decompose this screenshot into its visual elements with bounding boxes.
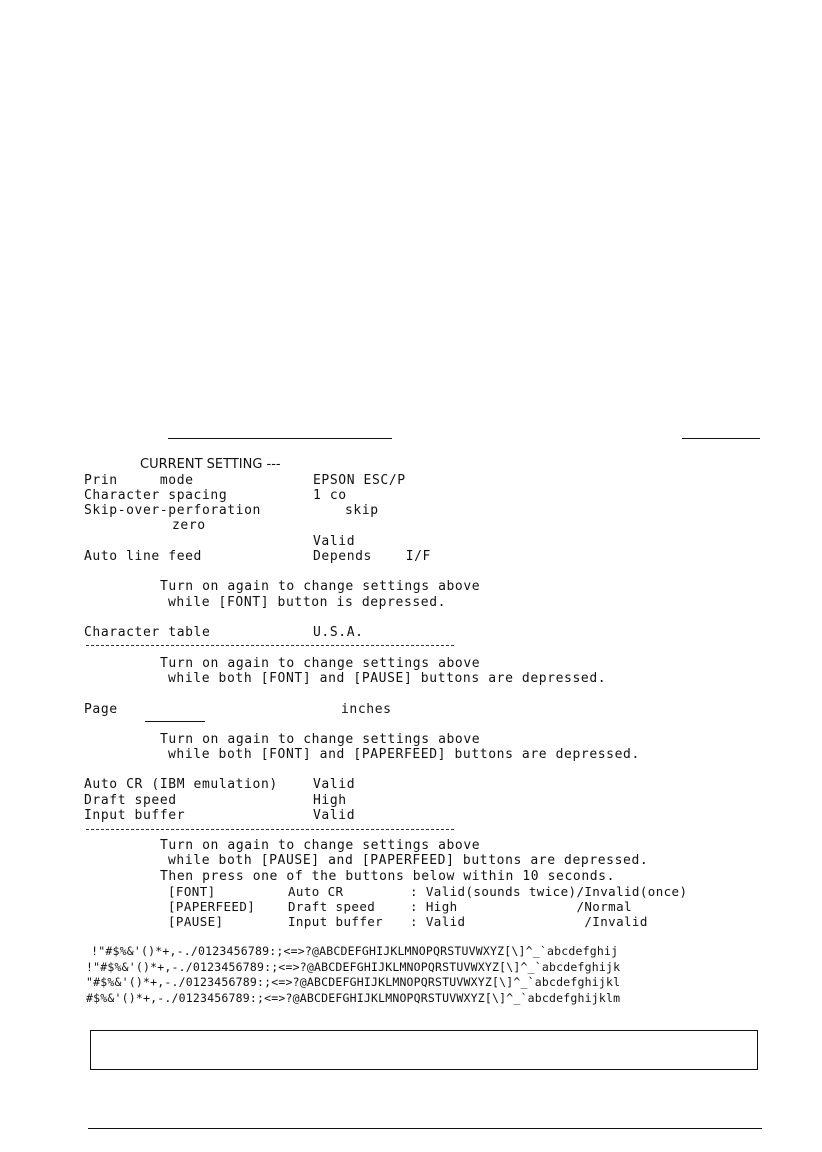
charset-line-2: !"#$%&'()*+,-./0123456789:;<=>?@ABCDEFGHIJKLMNOPQRSTUVWXYZ[\]^_`abcdefghijk	[86, 960, 621, 974]
setting-value-character-spacing: 1 co	[313, 488, 347, 503]
button-row-paperfeed-setting: Draft speed	[288, 899, 376, 914]
note4-line3: Then press one of the buttons below within 10 seconds.	[160, 869, 616, 884]
setting-label-zero: zero	[172, 518, 206, 533]
setting-value-skip-perforation: skip	[345, 503, 379, 518]
setting-label-skip-perforation: Skip-over-perforation	[84, 503, 261, 518]
setting-value-auto-line-feed: Depends I/F	[313, 549, 431, 564]
setting-label-print-mode: Prin mode	[84, 473, 194, 488]
setting-label-auto-cr: Auto CR (IBM emulation)	[84, 777, 278, 792]
note1-line2: while [FONT] button is depressed.	[168, 595, 447, 610]
setting-label-draft-speed: Draft speed	[84, 793, 177, 808]
setting-value-print-mode: EPSON ESC/P	[313, 473, 406, 488]
charset-line-1: !"#$%&'()*+,-./0123456789:;<=>?@ABCDEFGHIJKLMNOPQRSTUVWXYZ[\]^_`abcdefghij	[84, 944, 619, 958]
setting-label-auto-line-feed: Auto line feed	[84, 549, 202, 564]
button-row-paperfeed-button: [PAPERFEED]	[168, 899, 256, 914]
empty-note-box	[90, 1030, 758, 1070]
note3-line2: while both [FONT] and [PAPERFEED] buttons are depressed.	[168, 747, 640, 762]
top-rule-left	[168, 438, 392, 439]
note2-line1: Turn on again to change settings above	[160, 656, 481, 671]
page-underline	[145, 721, 205, 722]
setting-value-zero: Valid	[313, 534, 356, 549]
note2-line2: while both [FONT] and [PAUSE] buttons are depressed.	[168, 671, 607, 686]
page-label: Page	[84, 702, 118, 717]
page-value: inches	[341, 702, 392, 717]
setting-value-auto-cr: Valid	[313, 777, 356, 792]
character-table-label: Character table	[84, 625, 211, 640]
bottom-rule	[88, 1128, 762, 1129]
button-row-pause-button: [PAUSE]	[168, 914, 224, 929]
note1-line1: Turn on again to change settings above	[160, 579, 481, 594]
button-row-font-button: [FONT]	[168, 884, 216, 899]
note4-line2: while both [PAUSE] and [PAPERFEED] buttons are depressed.	[168, 853, 649, 868]
top-rule-right	[682, 438, 760, 439]
button-row-font-setting: Auto CR	[288, 884, 344, 899]
setting-value-input-buffer: Valid	[313, 808, 356, 823]
charset-line-3: "#$%&'()*+,-./0123456789:;<=>?@ABCDEFGHIJKLMNOPQRSTUVWXYZ[\]^_`abcdefghijkl	[86, 975, 621, 989]
note4-line1: Turn on again to change settings above	[160, 838, 481, 853]
button-row-pause-setting: Input buffer	[288, 914, 384, 929]
current-setting-title: CURRENT SETTING ---	[140, 457, 281, 472]
setting-label-input-buffer: Input buffer	[84, 808, 186, 823]
divider-1	[86, 645, 454, 646]
setting-value-draft-speed: High	[313, 793, 347, 808]
setting-label-character-spacing: Character spacing	[84, 488, 228, 503]
button-row-pause-options: : Valid /Invalid	[410, 914, 648, 929]
button-row-paperfeed-options: : High /Normal	[410, 899, 632, 914]
charset-line-4: #$%&'()*+,-./0123456789:;<=>?@ABCDEFGHIJKLMNOPQRSTUVWXYZ[\]^_`abcdefghijklm	[86, 991, 621, 1005]
divider-2	[86, 829, 454, 830]
note3-line1: Turn on again to change settings above	[160, 732, 481, 747]
character-table-value: U.S.A.	[313, 625, 364, 640]
button-row-font-options: : Valid(sounds twice)/Invalid(once)	[410, 884, 688, 899]
